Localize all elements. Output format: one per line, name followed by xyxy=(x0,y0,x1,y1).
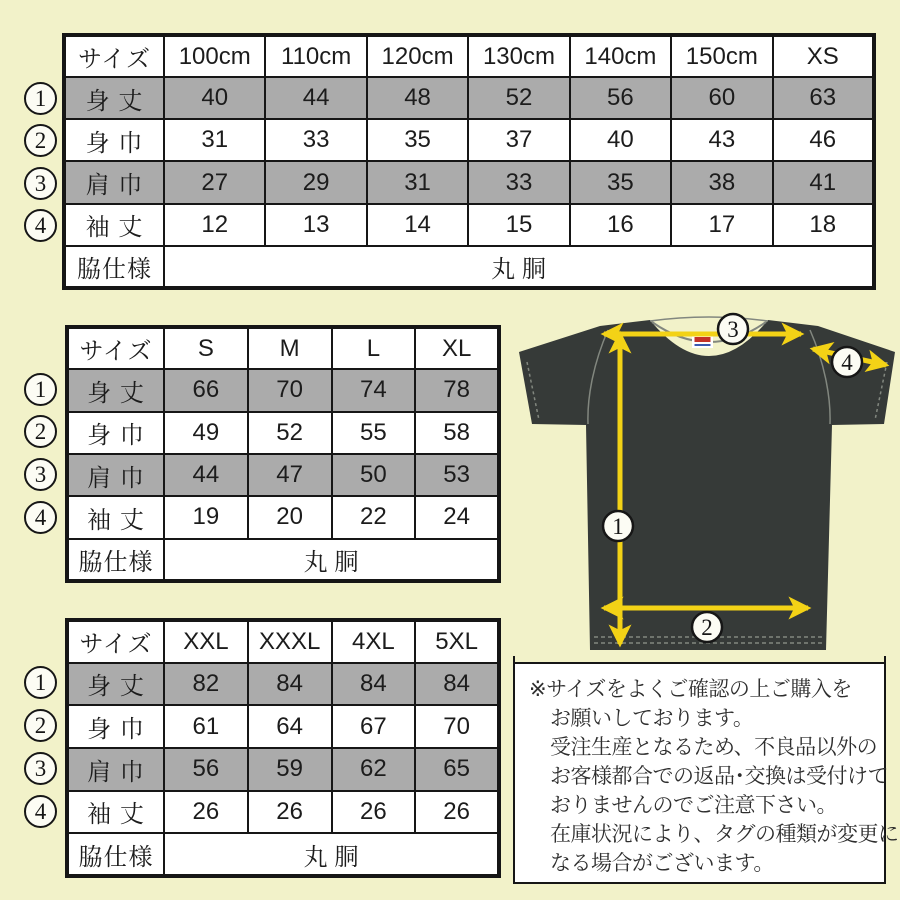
measure-value-cell: 50 xyxy=(332,454,416,496)
measure-label-cell: 袖 丈 xyxy=(67,496,164,538)
footer-row xyxy=(67,539,499,581)
measure-value-cell: 67 xyxy=(332,705,416,748)
side-spec-value-cell: 丸 胴 xyxy=(164,246,874,288)
measure-value-cell: 63 xyxy=(773,77,874,119)
measure-label-cell: 身 丈 xyxy=(67,663,164,706)
size-table-xxl-to-5xl xyxy=(65,618,501,878)
measure-value-cell: 55 xyxy=(332,412,416,454)
header-row xyxy=(64,35,874,77)
measure-row xyxy=(67,454,499,496)
measure-value-cell: 74 xyxy=(332,369,416,411)
side-spec-label-cell: 脇仕様 xyxy=(64,246,164,288)
column-header: M xyxy=(248,327,332,369)
row-number-marker: 4 xyxy=(24,501,57,534)
measure-row xyxy=(64,161,874,203)
back-neckline xyxy=(650,317,768,321)
measure-value-cell: 35 xyxy=(570,161,671,203)
row-number-marker: 2 xyxy=(24,124,57,157)
row-number-marker: 3 xyxy=(24,167,57,200)
measure-value-cell: 15 xyxy=(468,204,569,246)
measure-value-cell: 47 xyxy=(248,454,332,496)
measure-value-cell: 37 xyxy=(468,119,569,161)
measure-label-cell: 身 巾 xyxy=(67,412,164,454)
measure-value-cell: 29 xyxy=(265,161,366,203)
diagram-marker-3 xyxy=(718,314,748,344)
measure-value-cell: 61 xyxy=(164,705,248,748)
measure-label-cell: 肩 巾 xyxy=(64,161,164,203)
measure-value-cell: 44 xyxy=(164,454,248,496)
row-number-marker: 1 xyxy=(24,666,57,699)
neck-tag xyxy=(692,335,713,348)
measure-value-cell: 33 xyxy=(265,119,366,161)
measure-value-cell: 40 xyxy=(570,119,671,161)
notice-line: おりませんのでご注意下さい。 xyxy=(550,794,837,817)
measure-row xyxy=(67,496,499,538)
svg-text:3: 3 xyxy=(727,317,739,342)
measure-value-cell: 59 xyxy=(248,748,332,791)
measure-value-cell: 52 xyxy=(468,77,569,119)
diagram-marker-4 xyxy=(832,347,862,377)
measure-value-cell: 20 xyxy=(248,496,332,538)
measure-row xyxy=(67,748,499,791)
measure-value-cell: 35 xyxy=(367,119,468,161)
measure-value-cell: 31 xyxy=(164,119,265,161)
measure-value-cell: 19 xyxy=(164,496,248,538)
notice-line: お願いしております。 xyxy=(550,707,754,730)
notice-line: 受注生産となるため、不良品以外の xyxy=(550,736,878,759)
side-spec-label-cell: 脇仕様 xyxy=(67,833,164,876)
row-number-marker: 1 xyxy=(24,373,57,406)
measure-value-cell: 22 xyxy=(332,496,416,538)
header-row xyxy=(67,620,499,663)
row-number-marker: 4 xyxy=(24,209,57,242)
column-header: XS xyxy=(773,35,874,77)
measure-value-cell: 13 xyxy=(265,204,366,246)
measure-value-cell: 12 xyxy=(164,204,265,246)
purchase-notice xyxy=(513,662,899,884)
column-header: L xyxy=(332,327,416,369)
measure-label-cell: 身 巾 xyxy=(67,705,164,748)
measure-value-cell: 65 xyxy=(415,748,499,791)
diagram-marker-1 xyxy=(603,511,633,541)
measure-value-cell: 78 xyxy=(415,369,499,411)
column-header: XXL xyxy=(164,620,248,663)
measure-value-cell: 26 xyxy=(415,791,499,834)
column-header: 100cm xyxy=(164,35,265,77)
column-header: XXXL xyxy=(248,620,332,663)
measure-value-cell: 38 xyxy=(671,161,772,203)
size-title-cell: サイズ xyxy=(64,35,164,77)
measure-value-cell: 56 xyxy=(164,748,248,791)
notice-line: お客様都合での返品･交換は受付けて xyxy=(550,765,888,788)
measure-label-cell: 肩 巾 xyxy=(67,748,164,791)
measure-label-cell: 身 丈 xyxy=(64,77,164,119)
measure-value-cell: 84 xyxy=(332,663,416,706)
footer-row xyxy=(64,246,874,288)
measure-value-cell: 84 xyxy=(248,663,332,706)
measure-value-cell: 60 xyxy=(671,77,772,119)
size-table-kids xyxy=(62,33,876,290)
size-table-s-to-xl xyxy=(65,325,501,583)
measure-value-cell: 66 xyxy=(164,369,248,411)
measure-row xyxy=(64,204,874,246)
footer-row xyxy=(67,833,499,876)
measure-value-cell: 40 xyxy=(164,77,265,119)
measure-value-cell: 43 xyxy=(671,119,772,161)
measure-row xyxy=(67,663,499,706)
measure-value-cell: 24 xyxy=(415,496,499,538)
side-spec-value-cell: 丸 胴 xyxy=(164,539,499,581)
measure-row xyxy=(67,369,499,411)
measure-value-cell: 46 xyxy=(773,119,874,161)
measure-value-cell: 26 xyxy=(248,791,332,834)
measure-value-cell: 31 xyxy=(367,161,468,203)
column-header: 120cm xyxy=(367,35,468,77)
notice-line: ※サイズをよくご確認の上ご購入を xyxy=(529,678,852,701)
column-header: XL xyxy=(415,327,499,369)
notice-line: なる場合がございます。 xyxy=(550,852,774,875)
measure-value-cell: 33 xyxy=(468,161,569,203)
side-spec-value-cell: 丸 胴 xyxy=(164,833,499,876)
measure-label-cell: 肩 巾 xyxy=(67,454,164,496)
measure-value-cell: 84 xyxy=(415,663,499,706)
measure-value-cell: 17 xyxy=(671,204,772,246)
measure-value-cell: 58 xyxy=(415,412,499,454)
header-row xyxy=(67,327,499,369)
measure-value-cell: 70 xyxy=(248,369,332,411)
row-number-marker: 3 xyxy=(24,458,57,491)
column-header: 140cm xyxy=(570,35,671,77)
measure-value-cell: 18 xyxy=(773,204,874,246)
measure-label-cell: 身 巾 xyxy=(64,119,164,161)
row-number-marker: 2 xyxy=(24,709,57,742)
row-number-marker: 4 xyxy=(24,795,57,828)
measure-value-cell: 49 xyxy=(164,412,248,454)
size-title-cell: サイズ xyxy=(67,327,164,369)
svg-text:2: 2 xyxy=(701,615,713,640)
row-number-marker: 2 xyxy=(24,415,57,448)
side-spec-label-cell: 脇仕様 xyxy=(67,539,164,581)
measure-value-cell: 82 xyxy=(164,663,248,706)
measure-value-cell: 56 xyxy=(570,77,671,119)
size-title-cell: サイズ xyxy=(67,620,164,663)
column-header: 5XL xyxy=(415,620,499,663)
measure-row xyxy=(64,77,874,119)
measure-row xyxy=(64,119,874,161)
column-header: 150cm xyxy=(671,35,772,77)
tshirt-measurement-diagram xyxy=(505,306,900,660)
svg-text:4: 4 xyxy=(841,350,853,375)
diagram-marker-2 xyxy=(692,612,722,642)
measure-value-cell: 16 xyxy=(570,204,671,246)
measure-row xyxy=(67,412,499,454)
measure-row xyxy=(67,791,499,834)
measure-value-cell: 41 xyxy=(773,161,874,203)
measure-value-cell: 52 xyxy=(248,412,332,454)
measure-value-cell: 64 xyxy=(248,705,332,748)
measure-value-cell: 62 xyxy=(332,748,416,791)
measure-value-cell: 26 xyxy=(164,791,248,834)
measure-label-cell: 袖 丈 xyxy=(67,791,164,834)
row-number-marker: 1 xyxy=(24,82,57,115)
measure-label-cell: 身 丈 xyxy=(67,369,164,411)
row-number-marker: 3 xyxy=(24,752,57,785)
svg-text:1: 1 xyxy=(612,514,624,539)
notice-line: 在庫状況により、タグの種類が変更に xyxy=(550,823,899,846)
measure-value-cell: 70 xyxy=(415,705,499,748)
measure-value-cell: 27 xyxy=(164,161,265,203)
column-header: 110cm xyxy=(265,35,366,77)
measure-value-cell: 53 xyxy=(415,454,499,496)
column-header: 4XL xyxy=(332,620,416,663)
measure-row xyxy=(67,705,499,748)
measure-value-cell: 14 xyxy=(367,204,468,246)
measure-value-cell: 48 xyxy=(367,77,468,119)
measure-value-cell: 26 xyxy=(332,791,416,834)
measure-label-cell: 袖 丈 xyxy=(64,204,164,246)
column-header: S xyxy=(164,327,248,369)
measure-value-cell: 44 xyxy=(265,77,366,119)
column-header: 130cm xyxy=(468,35,569,77)
